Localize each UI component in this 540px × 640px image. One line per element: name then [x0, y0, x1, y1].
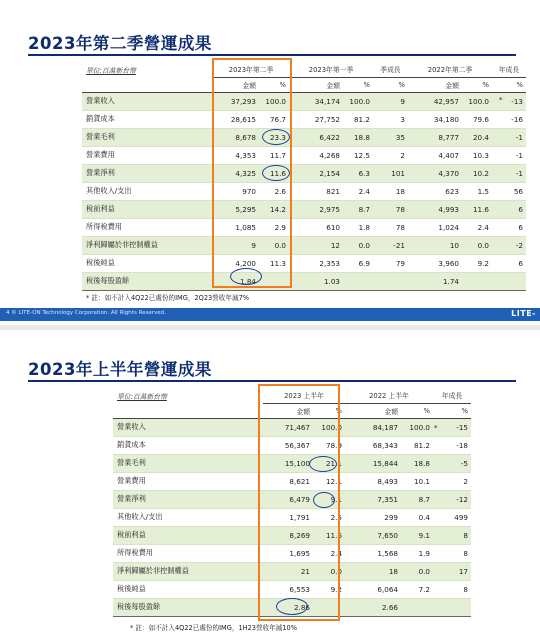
subheader-cell: % — [462, 77, 492, 92]
slide1-title: 2023年第二季營運成果 — [28, 34, 212, 53]
table-cell: 7,351 — [345, 490, 401, 508]
table-cell: 28,615 — [213, 110, 259, 128]
table-cell: 34,174 — [289, 92, 343, 110]
circle-eps — [276, 598, 308, 615]
table-cell: 623 — [408, 182, 462, 200]
table-cell: 8,269 — [263, 526, 313, 544]
row-label: 稅前利益 — [82, 200, 213, 218]
table-cell: 14.2 — [259, 200, 289, 218]
footer-logo: LITE- — [511, 309, 536, 318]
table-cell: -13 — [492, 92, 526, 110]
table-cell: 68,343 — [345, 436, 401, 454]
table-cell: 1,695 — [263, 544, 313, 562]
table-subheader — [82, 77, 526, 92]
table-cell: 56,367 — [263, 436, 313, 454]
table-cell: 1.8 — [343, 218, 373, 236]
col-group-yoy: 年成長 — [492, 62, 526, 77]
subheader-cell: 金額 — [213, 77, 259, 92]
row-label: 營業收入 — [82, 92, 213, 110]
table-cell: 71,467 — [263, 418, 313, 436]
table-cell: 2,975 — [289, 200, 343, 218]
table-cell: 101 — [373, 164, 408, 182]
table-cell: 10.3 — [462, 146, 492, 164]
table-cell — [373, 272, 408, 290]
table-cell: 11.6 — [259, 164, 289, 182]
table-cell: 3,960 — [408, 254, 462, 272]
table-cell: 18.8 — [343, 128, 373, 146]
table-cell: 821 — [289, 182, 343, 200]
row-label: 所得稅費用 — [113, 544, 263, 562]
row-label: 營業淨利 — [82, 164, 213, 182]
table-cell — [462, 272, 492, 290]
table-cell: 2 — [373, 146, 408, 164]
table-cell: 9.2 — [313, 580, 345, 598]
table-cell: 11.3 — [259, 254, 289, 272]
slide1-footer — [0, 308, 540, 321]
row-label: 稅後每股盈餘 — [82, 272, 213, 290]
table-cell: 1,024 — [408, 218, 462, 236]
table-cell: 8,678 — [213, 128, 259, 146]
row-label: 營業淨利 — [113, 490, 263, 508]
table-cell: 78 — [373, 200, 408, 218]
table-cell: 0.0 — [401, 562, 433, 580]
table-cell: 10.1 — [401, 472, 433, 490]
slide2-title: 2023年上半年營運成果 — [28, 360, 212, 379]
subheader-cell: 金額 — [263, 403, 313, 418]
table-cell: 21.1 — [313, 454, 345, 472]
table-row — [82, 200, 526, 218]
table-cell: 12.5 — [343, 146, 373, 164]
table-cell: 1.74 — [408, 272, 462, 290]
table-cell: 2.4 — [313, 544, 345, 562]
table-cell: 0.0 — [313, 562, 345, 580]
table-cell: 1,085 — [213, 218, 259, 236]
table-cell: 4,268 — [289, 146, 343, 164]
subheader-cell: % — [492, 77, 526, 92]
table-cell: 100.0 — [401, 418, 433, 436]
row-label: 稅前利益 — [113, 526, 263, 544]
subheader-cell: % — [343, 77, 373, 92]
table-cell: 84,187 — [345, 418, 401, 436]
table-cell: -21 — [373, 236, 408, 254]
row-label: 銷貨成本 — [82, 110, 213, 128]
table-cell: -1 — [492, 128, 526, 146]
row-label: 營業毛利 — [82, 128, 213, 146]
table-cell: 2,353 — [289, 254, 343, 272]
table-row — [82, 272, 526, 290]
table-cell: 6,553 — [263, 580, 313, 598]
table-cell: 2 — [433, 472, 471, 490]
table-cell: 7.2 — [401, 580, 433, 598]
col-group-2023q1: 2023年第一季 — [289, 62, 373, 77]
subheader-cell: % — [373, 77, 408, 92]
table-cell — [433, 598, 471, 616]
table-cell: 6,422 — [289, 128, 343, 146]
table-cell: 18.8 — [401, 454, 433, 472]
table-cell: 34,180 — [408, 110, 462, 128]
table-cell: 17 — [433, 562, 471, 580]
unit-label: 單位:百萬新台幣 — [86, 66, 136, 75]
subheader-cell: % — [401, 403, 433, 418]
table-cell: 79.6 — [462, 110, 492, 128]
table-cell: 6,479 — [263, 490, 313, 508]
slide-h1-results — [0, 330, 540, 640]
table-cell: 81.2 — [343, 110, 373, 128]
row-label: 淨利歸屬於非控制權益 — [82, 236, 213, 254]
table-cell — [492, 272, 526, 290]
table-cell: 5,295 — [213, 200, 259, 218]
table-cell: 6 — [492, 254, 526, 272]
table-cell: 18 — [373, 182, 408, 200]
slide1-footnote: * 註：如不計入4Q22已處份的IMG，2Q23營收年減7% — [86, 294, 250, 302]
table-cell: 1.5 — [462, 182, 492, 200]
table-cell: 12.1 — [313, 472, 345, 490]
slide2-footnote: * 註：如不計入4Q22已處份的IMG，1H23營收年減10% — [130, 624, 298, 632]
table-cell: 9 — [213, 236, 259, 254]
table-row — [82, 110, 526, 128]
table-cell: 3 — [373, 110, 408, 128]
table-cell: 4,370 — [408, 164, 462, 182]
slide1-title-rule — [28, 54, 516, 56]
table-cell: 11.6 — [313, 526, 345, 544]
table-cell: 2.4 — [462, 218, 492, 236]
table-cell: 37,293 — [213, 92, 259, 110]
table-cell: 9.2 — [462, 254, 492, 272]
table-cell: 2.6 — [259, 182, 289, 200]
circle-gross-margin — [262, 129, 290, 145]
table-cell: 15,100 — [263, 454, 313, 472]
table-cell: 4,407 — [408, 146, 462, 164]
table-cell: 1.84 — [213, 272, 259, 290]
table-cell: 9 — [373, 92, 408, 110]
footer-copyright: 4 © LITE-ON Technology Corporation. All Rights Reserved. — [6, 310, 166, 316]
asterisk-mark: * — [499, 96, 503, 104]
table-cell: 20.4 — [462, 128, 492, 146]
table-cell: 100.0 — [259, 92, 289, 110]
table-cell: 8 — [433, 580, 471, 598]
row-label: 銷貨成本 — [113, 436, 263, 454]
table-cell: 610 — [289, 218, 343, 236]
table-row — [82, 146, 526, 164]
table-cell: 1,568 — [345, 544, 401, 562]
table-row — [82, 92, 526, 110]
table-cell: 0.0 — [462, 236, 492, 254]
table-cell: 9.1 — [401, 526, 433, 544]
row-label: 營業毛利 — [113, 454, 263, 472]
unit-label: 單位:百萬新台幣 — [117, 392, 167, 401]
table-cell: 2.9 — [259, 218, 289, 236]
table-cell: 4,353 — [213, 146, 259, 164]
table-cell: 9.1 — [313, 490, 345, 508]
table-cell: 1,791 — [263, 508, 313, 526]
table-cell: -1 — [492, 164, 526, 182]
table-cell: 6,064 — [345, 580, 401, 598]
row-label: 其他收入/支出 — [113, 508, 263, 526]
row-label: 其他收入/支出 — [82, 182, 213, 200]
table-cell: -16 — [492, 110, 526, 128]
row-label: 稅後每股盈餘 — [113, 598, 263, 616]
row-label: 所得稅費用 — [82, 218, 213, 236]
table-cell: 8 — [433, 544, 471, 562]
table-cell: 8,493 — [345, 472, 401, 490]
row-label: 稅後純益 — [82, 254, 213, 272]
table-cell: 2.4 — [343, 182, 373, 200]
table-cell: 79 — [373, 254, 408, 272]
table-cell: 78 — [373, 218, 408, 236]
table-row — [82, 254, 526, 272]
table-cell: 12 — [289, 236, 343, 254]
table-cell: 299 — [345, 508, 401, 526]
table-cell: 42,957 — [408, 92, 462, 110]
table-cell: -2 — [492, 236, 526, 254]
table-cell: 8.7 — [343, 200, 373, 218]
table-cell: 10.2 — [462, 164, 492, 182]
table-cell: 4,993 — [408, 200, 462, 218]
table-cell: 2.86 — [263, 598, 313, 616]
col-group-1h22: 2022 上半年 — [345, 388, 433, 403]
table-cell: 100.0 — [343, 92, 373, 110]
table-cell: 8,777 — [408, 128, 462, 146]
table-cell: 8.7 — [401, 490, 433, 508]
row-label: 稅後純益 — [113, 580, 263, 598]
col-group-2023q2: 2023年第二季 — [213, 62, 289, 77]
table-cell: 11.7 — [259, 146, 289, 164]
table-cell: 8,621 — [263, 472, 313, 490]
subheader-cell: % — [259, 77, 289, 92]
row-label: 營業費用 — [113, 472, 263, 490]
circle-gross-margin — [309, 456, 337, 472]
table-row — [82, 236, 526, 254]
table-cell — [343, 272, 373, 290]
row-label: 營業費用 — [82, 146, 213, 164]
table-cell: 2.5 — [313, 508, 345, 526]
table-cell: 4,325 — [213, 164, 259, 182]
table-cell: 56 — [492, 182, 526, 200]
table-cell: 970 — [213, 182, 259, 200]
col-group-1h23: 2023 上半年 — [263, 388, 345, 403]
table-group-header — [82, 62, 526, 77]
table-row — [82, 164, 526, 182]
table-cell: -12 — [433, 490, 471, 508]
table-cell: 4,200 — [213, 254, 259, 272]
table-cell: 10 — [408, 236, 462, 254]
table-cell: 23.3 — [259, 128, 289, 146]
col-group-yoy: 年成長 — [433, 388, 471, 403]
table-cell: 27,752 — [289, 110, 343, 128]
asterisk-mark: * — [434, 424, 438, 432]
table-cell: 6.9 — [343, 254, 373, 272]
table-cell: 6.3 — [343, 164, 373, 182]
col-group-2022q2: 2022年第二季 — [408, 62, 492, 77]
col-group-qoq: 季成長 — [373, 62, 408, 77]
table-cell: 11.6 — [462, 200, 492, 218]
table-cell: 81.2 — [401, 436, 433, 454]
table-cell: 6 — [492, 200, 526, 218]
table-cell: -1 — [492, 146, 526, 164]
table-row — [82, 182, 526, 200]
table-cell: 0.4 — [401, 508, 433, 526]
table-cell: 7,650 — [345, 526, 401, 544]
table-cell: -15 — [433, 418, 471, 436]
table-cell: 499 — [433, 508, 471, 526]
circle-operating-margin — [262, 165, 290, 181]
table-cell: 35 — [373, 128, 408, 146]
subheader-cell: 金額 — [345, 403, 401, 418]
table-row — [82, 128, 526, 146]
subheader-cell: % — [313, 403, 345, 418]
table-cell — [401, 598, 433, 616]
row-label: 營業收入 — [113, 418, 263, 436]
slide1-income-table — [82, 62, 526, 291]
slide2-title-rule — [28, 380, 516, 382]
table-cell: 76.7 — [259, 110, 289, 128]
subheader-cell: % — [433, 403, 471, 418]
table-cell: 100.0 — [313, 418, 345, 436]
table-cell: 2.66 — [345, 598, 401, 616]
table-cell: -18 — [433, 436, 471, 454]
table-cell: 15,844 — [345, 454, 401, 472]
row-label: 淨利歸屬於非控制權益 — [113, 562, 263, 580]
table-cell: 18 — [345, 562, 401, 580]
circle-operating-margin — [313, 492, 335, 508]
table-cell: -5 — [433, 454, 471, 472]
table-cell: 0.0 — [343, 236, 373, 254]
subheader-cell: 金額 — [408, 77, 462, 92]
table-row — [82, 218, 526, 236]
table-cell: 8 — [433, 526, 471, 544]
table-cell: 100.0 — [462, 92, 492, 110]
table-cell: 2,154 — [289, 164, 343, 182]
subheader-cell: 金額 — [289, 77, 343, 92]
table-cell: 1.9 — [401, 544, 433, 562]
circle-eps — [230, 268, 262, 285]
table-cell: 1.03 — [289, 272, 343, 290]
table-cell: 6 — [492, 218, 526, 236]
table-cell: 0.0 — [259, 236, 289, 254]
table-cell: 78.9 — [313, 436, 345, 454]
table-cell: 21 — [263, 562, 313, 580]
